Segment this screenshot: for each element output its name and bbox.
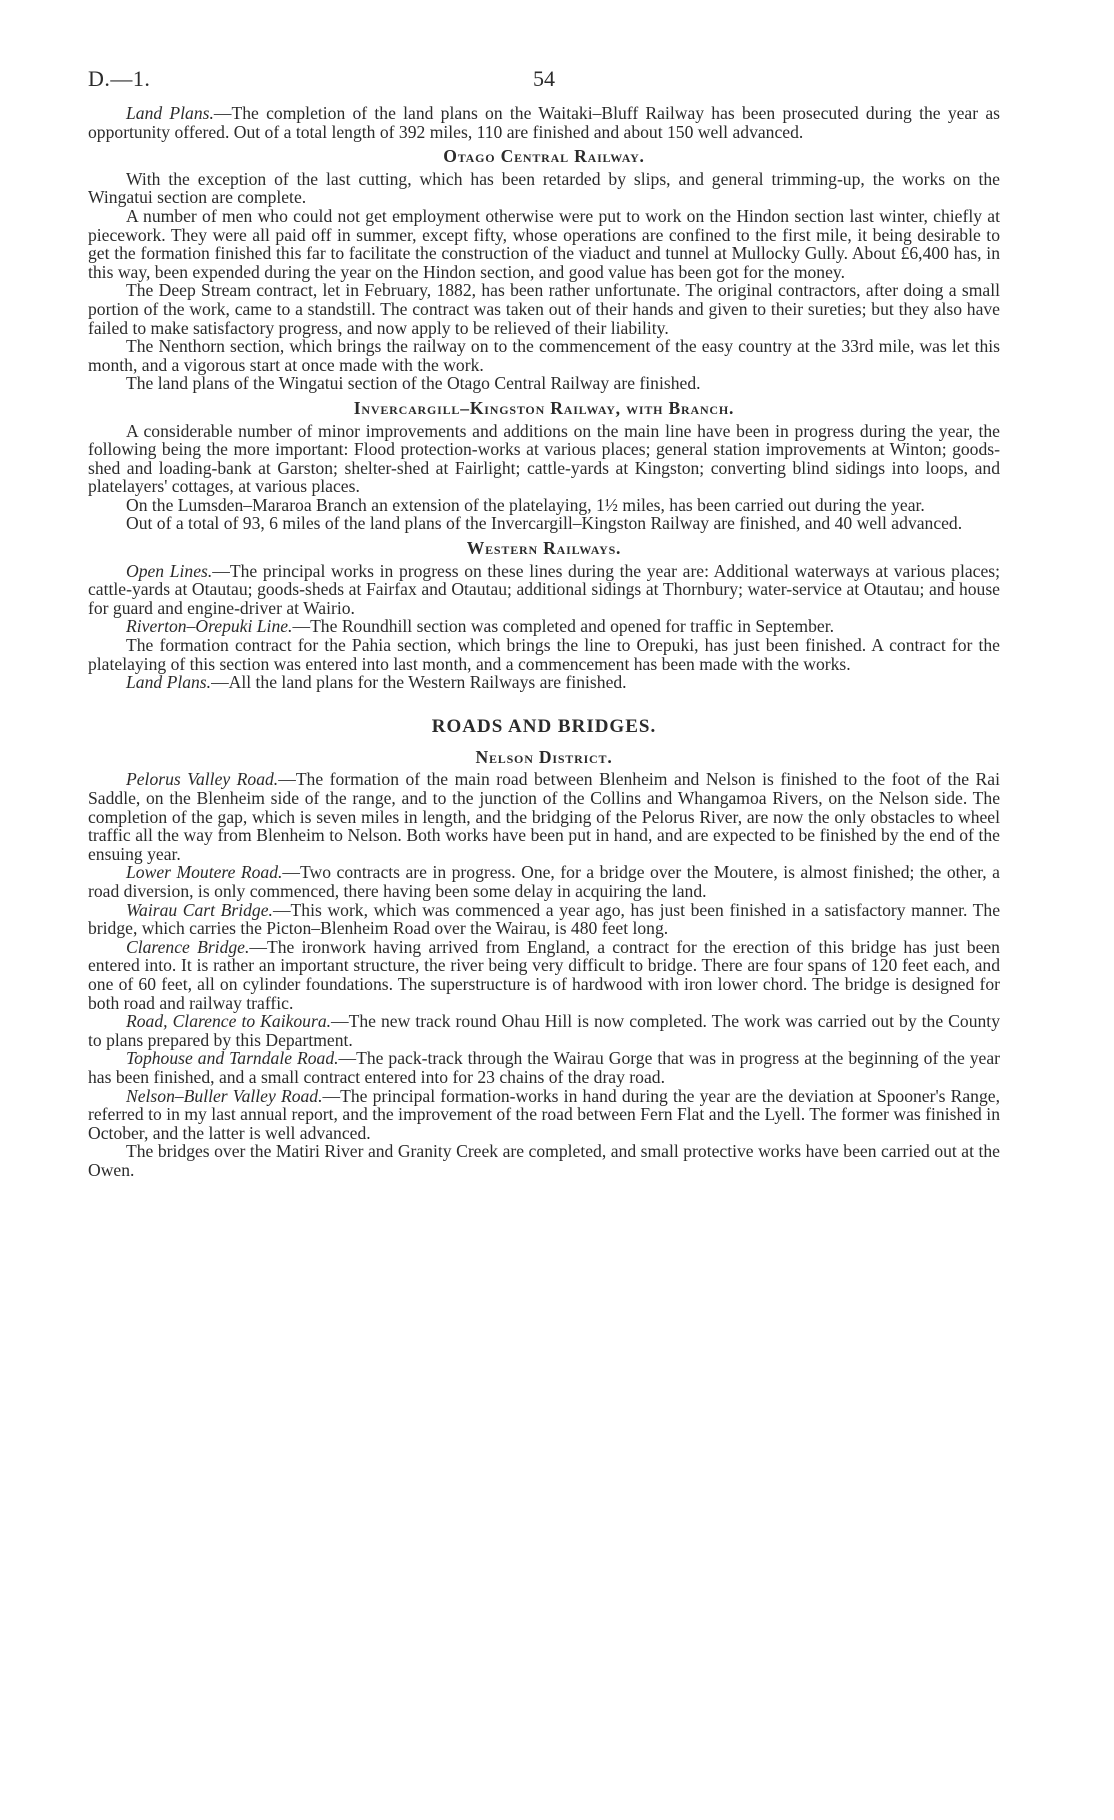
section-heading-western-railways: Western Railways. [466, 538, 622, 559]
paragraph [88, 422, 1000, 496]
paragraph-open-lines [88, 562, 1000, 618]
paragraph-lead: Wairau Cart Bridge. [126, 899, 273, 920]
paragraph-text: —The formation of the main road between Blenheim and Nelson is finished to the foot of the Rai Saddle, on the Blenheim side of the range, and to the junction of the Collins and Whangamoa Rivers, on the Nelson side. The completion of the gap, which is seven miles in length, and the bridging of the Pelorus River, are now the only obstacles to wheel traffic all the way from Blenheim to Nelson. Both works have been put in hand, and are expected to be finished by the end of the ensuing year. [88, 769, 1000, 864]
paragraph-lead: Pelorus Valley Road. [126, 769, 279, 790]
paragraph [88, 1142, 1000, 1179]
major-heading-roads-and-bridges: ROADS AND BRIDGES. [431, 715, 657, 737]
paragraph-lead: Nelson–Buller Valley Road. [126, 1085, 323, 1106]
paragraph-wairau-cart-bridge [88, 901, 1000, 938]
paragraph-riverton-orepuki [88, 617, 1000, 636]
paragraph [88, 207, 1000, 281]
page-header [88, 60, 1000, 104]
paragraph-text: A considerable number of minor improvements and additions on the main line have been in progress during the year, the following being the more important: Flood protection-works at various places; general station improvements at Winton; goods-shed and loading-bank at Garston; shelter-shed at Fairlight; cattle-yards at Kingston; converting blind sidings into loops, and platelayers' cottages, at various places. [88, 420, 1000, 497]
paragraph-lead: Lower Moutere Road. [126, 862, 283, 883]
paragraph-text: The bridges over the Matiri River and Granity Creek are completed, and small protective works have been carried out at the Owen. [88, 1141, 1000, 1180]
paragraph-lead: Riverton–Orepuki Line. [126, 616, 293, 637]
paragraph-text: The formation contract for the Pahia section, which brings the line to Orepuki, has just been finished. A contract for the platelaying of this section was entered into last month, and a commencement has been made with the works. [88, 635, 1000, 674]
paragraph-land-plans [88, 673, 1000, 692]
paragraph-clarence-to-kaikoura [88, 1012, 1000, 1049]
paragraph [88, 636, 1000, 673]
paragraph-text: A number of men who could not get employment otherwise were put to work on the Hindon section last winter, chiefly at piecework. They were all paid off in summer, except fifty, whose operations are confined to the first mile, it being desirable to get the formation finished this far to facilitate the construction of the viaduct and tunnel at Mullocky Gully. About £6,400 has, in this way, been expended during the year on the Hindon section, and good value has been got for the money. [88, 205, 1000, 282]
paragraph [88, 514, 1000, 533]
paragraph-text: The Deep Stream contract, let in February, 1882, has been rather unfortunate. The original contractors, after doing a small portion of the work, came to a standstill. The contract was taken out of their hands and given to their sureties; but they also have failed to make satisfactory progress, and now apply to be relieved of their liability. [88, 280, 1000, 338]
paragraph-lead: Clarence Bridge. [126, 936, 250, 957]
paragraph-text: —Two contracts are in progress. One, for a bridge over the Moutere, is almost finished; the other, a road diversion, is only commenced, there having been some delay in acquiring the land. [88, 862, 1000, 901]
paragraph-text: Out of a total of 93, 6 miles of the land plans of the Invercargill–Kingston Railway are finished, and 40 well advanced. [126, 513, 963, 534]
paragraph-clarence-bridge [88, 938, 1000, 1012]
section-heading-invercargill-kingston: Invercargill–Kingston Railway, with Branch. [353, 397, 735, 418]
paragraph-pelorus-valley-road [88, 770, 1000, 863]
paragraph-text: The land plans of the Wingatui section of the Otago Central Railway are finished. [126, 373, 701, 394]
section-heading-otago-central: Otago Central Railway. [443, 146, 645, 167]
paragraph-nelson-buller-valley-road [88, 1087, 1000, 1143]
section-heading-nelson-district: Nelson District. [475, 746, 613, 767]
paragraph-waitaki-land-plans [88, 104, 1000, 141]
paragraph-text: On the Lumsden–Mararoa Branch an extension of the platelaying, 1½ miles, has been carried out during the year. [126, 494, 925, 515]
paragraph-lead: Tophouse and Tarndale Road. [126, 1048, 339, 1069]
paragraph-text: —The new track round Ohau Hill is now completed. The work was carried out by the County to plans prepared by this Department. [88, 1011, 1000, 1050]
paragraph [88, 337, 1000, 374]
paragraph-tophouse-tarndale-road [88, 1049, 1000, 1086]
paragraph-text: —The pack-track through the Wairau Gorge that was in progress at the beginning of the year has been finished, and a small contract entered into for 23 chains of the dray road. [88, 1048, 1000, 1087]
paragraph [88, 281, 1000, 337]
paragraph [88, 170, 1000, 207]
paragraph-text: With the exception of the last cutting, which has been retarded by slips, and general trimming-up, the works on the Wingatui section are complete. [88, 168, 1000, 208]
paragraph-text: —The ironwork having arrived from England, a contract for the erection of this bridge has just been entered into. It is rather an important structure, the river being very difficult to bridge. There are four spans of 120 feet each, and one of 60 feet, all on cylinder foundations. The superstructure is of hardwood with iron lower chord. The bridge is designed for both road and railway traffic. [88, 936, 1000, 1013]
paragraph-lower-moutere-road [88, 863, 1000, 900]
paragraph-lead: Road, Clarence to Kaikoura. [126, 1011, 332, 1032]
document-reference: D.—1. [88, 66, 151, 91]
page-number: 54 [533, 66, 555, 91]
paragraph-text: —The completion of the land plans on the Waitaki–Bluff Railway has been prosecuted during the year as opportunity offered. Out of a total length of 392 miles, 110 are finished and about 150 well advanced. [88, 103, 1000, 142]
paragraph-text: —The principal works in progress on these lines during the year are: Additional waterways at various places; cattle-yards at Otautau; goods-sheds at Fairfax and Otautau; additional sidings at Thornbury; water-service at Otautau; and house for guard and engine-driver at Wairio. [88, 560, 1000, 618]
paragraph-text: The Nenthorn section, which brings the railway on to the commencement of the easy country at the 33rd mile, was let this month, and a vigorous start at once made with the work. [88, 336, 1000, 375]
paragraph-text: —The Roundhill section was completed and opened for traffic in September. [292, 616, 834, 637]
paragraph [88, 496, 1000, 515]
paragraph-text: —The principal formation-works in hand during the year are the deviation at Spooner's Range, referred to in my last annual report, and the improvement of the road between Fern Flat and the Lyell. The former was finished in October, and the latter is well advanced. [88, 1085, 1000, 1143]
paragraph-text: —This work, which was commenced a year ago, has just been finished in a satisfactory manner. The bridge, which carries the Picton–Blenheim Road over the Wairau, is 480 feet long. [88, 899, 1000, 939]
paragraph [88, 374, 1000, 393]
paragraph-lead: Land Plans. [126, 672, 212, 693]
paragraph-lead: Open Lines. [126, 560, 213, 581]
paragraph-text: —All the land plans for the Western Railways are finished. [211, 672, 627, 693]
paragraph-lead: Land Plans. [126, 103, 214, 123]
document-page [88, 60, 1000, 1179]
